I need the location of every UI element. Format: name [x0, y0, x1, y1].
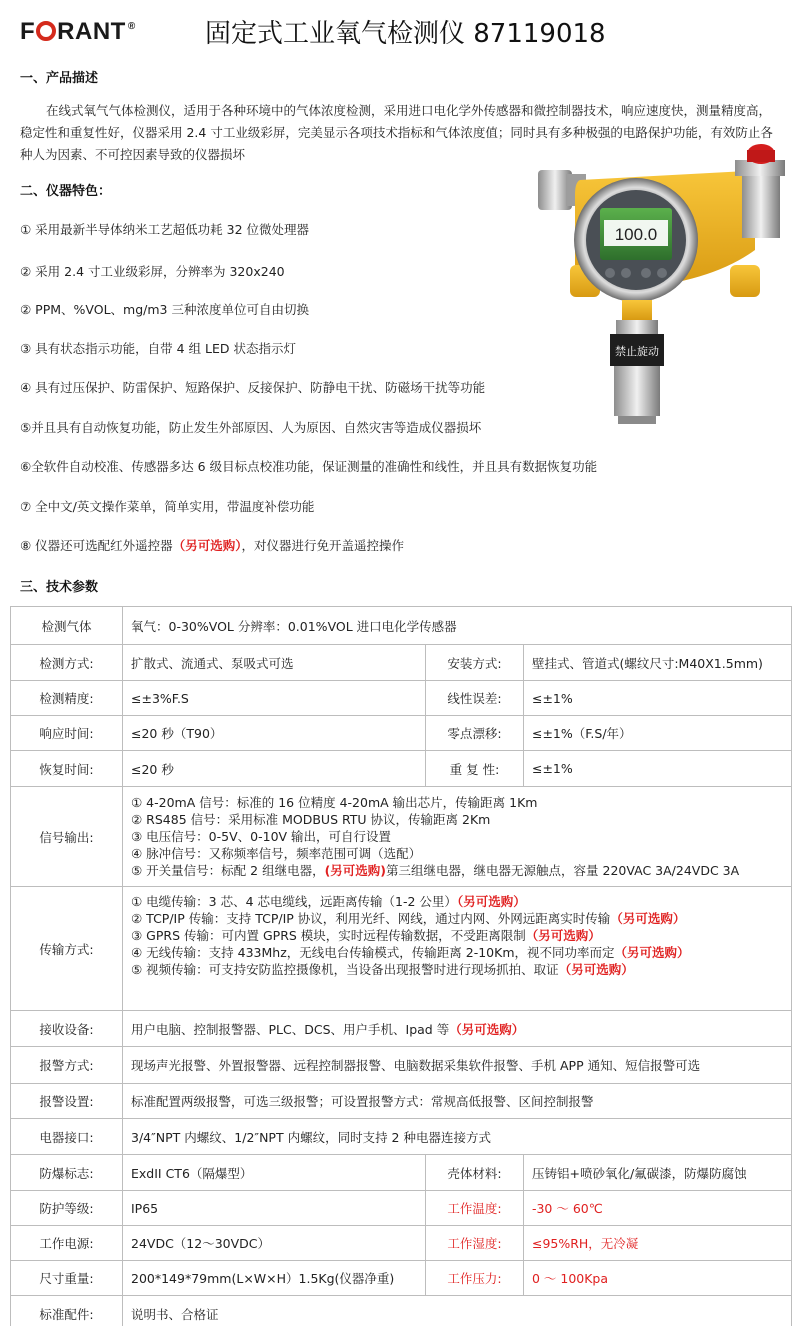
optional-purchase-note: （另可选购） — [558, 962, 634, 977]
spec-label: 防爆标志: — [11, 1155, 123, 1191]
spec-label: 安装方式: — [425, 645, 523, 681]
table-row — [11, 716, 792, 751]
spec-value: ≤95%RH，无冷凝 — [523, 1226, 791, 1261]
optional-purchase-note: (另可选购) — [324, 863, 387, 878]
screen-reading: 100.0 — [614, 225, 658, 244]
page-title: 固定式工业氧气检测仪 87119018 — [205, 19, 606, 49]
spec-label: 检测气体 — [11, 607, 123, 645]
spec-label: 报警方式: — [11, 1047, 123, 1084]
signal-line: ③ 电压信号：0-5V、0-10V 输出，可自行设置 — [131, 829, 392, 844]
optional-purchase-note: （另可选购） — [456, 894, 526, 909]
spec-label: 电器接口: — [11, 1119, 123, 1155]
spec-label: 检测精度: — [11, 681, 123, 716]
table-row — [11, 787, 792, 887]
feature-item: ③ 具有状态指示功能，自带 4 组 LED 状态指示灯 — [20, 341, 297, 356]
spec-value: ≤20 秒 — [123, 751, 426, 787]
table-row — [11, 1084, 792, 1119]
spec-label: 工作温度: — [425, 1191, 523, 1226]
spec-value: 200*149*79mm(L×W×H）1.5Kg(仪器净重) — [123, 1261, 426, 1296]
optional-purchase-note: （另可选购） — [525, 928, 601, 943]
table-row — [11, 751, 792, 787]
table-row — [11, 1155, 792, 1191]
transmission-text: ④ 无线传输：支持 433Mhz，无线电台传输模式，传输距离 2-10Km，视不同功率而定 — [131, 945, 615, 960]
spec-value: 24VDC（12～30VDC） — [123, 1226, 426, 1261]
feature-item: ⑤并且具有自动恢复功能，防止发生外部原因、人为原因、自然灾害等造成仪器损坏 — [20, 420, 482, 435]
spec-label: 工作电源: — [11, 1226, 123, 1261]
feature-text: ，对仪器进行免开盖遥控操作 — [241, 538, 404, 553]
feature-item — [20, 536, 404, 554]
oxygen-detector-image — [530, 140, 800, 440]
spec-value-list — [123, 887, 792, 1011]
spec-label: 接收设备: — [11, 1011, 123, 1047]
spec-value: 压铸铝+喷砂氧化/氟碳漆，防爆防腐蚀 — [523, 1155, 791, 1191]
spec-value: 现场声光报警、外置报警器、远程控制器报警、电脑数据采集软件报警、手机 APP 通知、短信报警可选 — [123, 1047, 792, 1084]
feature-item: ⑥全软件自动校准、传感器多达 6 级目标点校准功能，保证测量的准确性和线性，并且具有数据恢复功能 — [20, 459, 598, 474]
signal-text: 第三组继电器，继电器无源触点，容量 220VAC 3A/24VDC 3A — [386, 863, 740, 878]
spec-label: 响应时间: — [11, 716, 123, 751]
feature-text: ⑧ 仪器还可选配红外遥控器 — [20, 538, 173, 553]
receiver-text: 用户电脑、控制报警器、PLC、DCS、用户手机、Ipad 等 — [131, 1021, 450, 1037]
signal-line: ② RS485 信号：采用标准 MODBUS RTU 协议，传输距离 2Km — [131, 812, 491, 827]
spec-label: 恢复时间: — [11, 751, 123, 787]
table-row — [11, 1119, 792, 1155]
spec-value: 3/4″NPT 内螺纹、1/2″NPT 内螺纹，同时支持 2 种电器连接方式 — [123, 1119, 792, 1155]
spec-label: 报警设置: — [11, 1084, 123, 1119]
signal-line — [131, 862, 783, 879]
spec-value-list — [123, 787, 792, 887]
page-header — [0, 0, 800, 60]
optional-purchase-note: （另可选购） — [614, 945, 690, 960]
transmission-text: ① 电缆传输：3 芯、4 芯电缆线，远距离传输（1-2 公里） — [131, 894, 457, 909]
spec-value: 扩散式、流通式、泵吸式可选 — [123, 645, 426, 681]
table-row — [11, 887, 792, 1011]
transmission-line — [131, 944, 783, 961]
feature-item: ④ 具有过压保护、防雷保护、短路保护、反接保护、防静电干扰、防磁场干扰等功能 — [20, 380, 486, 395]
spec-label: 壳体材料: — [425, 1155, 523, 1191]
section-title-features: 二、仪器特色： — [20, 184, 112, 199]
transmission-line — [131, 910, 783, 927]
table-row — [11, 1296, 792, 1326]
feature-item: ② PPM、%VOL、mg/m3 三种浓度单位可自由切换 — [20, 302, 309, 317]
brand-logo: F RANT ® — [20, 18, 136, 45]
spec-label: 标准配件: — [11, 1296, 123, 1326]
spec-value: -30 ～ 60℃ — [523, 1191, 791, 1226]
section-title-specs: 三、技术参数 — [20, 580, 99, 595]
spec-value: ≤±1%（F.S/年） — [523, 716, 791, 751]
spec-label: 信号输出: — [11, 787, 123, 887]
transmission-line — [131, 893, 783, 910]
logo-ring-icon — [36, 21, 56, 41]
spec-value: IP65 — [123, 1191, 426, 1226]
table-row — [11, 1047, 792, 1084]
table-row — [11, 1011, 792, 1047]
description-text: 在线式氧气气体检测仪，适用于各种环境中的气体浓度检测，采用进口电化学外传感器和微控制器技术，响应速度快，测量精度高，稳定性和重复性好，仪器采用 2.4 寸工业级彩屏，完美显示各项技术指标和气体浓度值；同时具有多种极强的电路保护功能，有效防止各种人为因素、不可控因素导致的仪器损坏 — [20, 103, 773, 162]
spec-label: 工作压力: — [425, 1261, 523, 1296]
table-row — [11, 607, 792, 645]
specs-table — [10, 606, 792, 1326]
feature-item: ② 采用 2.4 寸工业级彩屏，分辨率为 320x240 — [20, 264, 285, 279]
spec-value: ≤±3%F.S — [123, 681, 426, 716]
table-row — [11, 1191, 792, 1226]
spec-label: 线性误差: — [425, 681, 523, 716]
spec-value: ≤±1% — [523, 681, 791, 716]
signal-line: ④ 脉冲信号：又称频率信号，频率范围可调（选配） — [131, 846, 422, 861]
spec-value: 壁挂式、管道式(螺纹尺寸:M40X1.5mm) — [523, 645, 791, 681]
transmission-line — [131, 961, 783, 978]
spec-label: 传输方式: — [11, 887, 123, 1011]
transmission-line — [131, 927, 783, 944]
table-row — [11, 1226, 792, 1261]
transmission-text: ② TCP/IP 传输：支持 TCP/IP 协议，利用光纤、网线，通过内网、外网远距离实时传输 — [131, 911, 611, 926]
spec-value: 氧气：0-30%VOL 分辨率：0.01%VOL 进口电化学传感器 — [123, 607, 792, 645]
section-title-description: 一、产品描述 — [20, 71, 99, 86]
optional-purchase-note: （另可选购） — [172, 538, 242, 553]
spec-label: 检测方式: — [11, 645, 123, 681]
spec-value: ≤±1% — [523, 751, 791, 787]
spec-value: 0 ～ 100Kpa — [523, 1261, 791, 1296]
spec-label: 尺寸重量: — [11, 1261, 123, 1296]
transmission-text: ⑤ 视频传输：可支持安防监控摄像机，当设备出现报警时进行现场抓拍、取证 — [131, 962, 559, 977]
table-row — [11, 1261, 792, 1296]
transmission-text: ③ GPRS 传输：可内置 GPRS 模块，实时远程传输数据，不受距离限制 — [131, 928, 526, 943]
spec-value: ExdII CT6（隔爆型） — [123, 1155, 426, 1191]
optional-purchase-note: （另可选购） — [610, 911, 686, 926]
spec-value — [123, 1011, 792, 1047]
table-row — [11, 681, 792, 716]
table-row — [11, 645, 792, 681]
spec-label: 零点漂移: — [425, 716, 523, 751]
feature-item: ⑦ 全中文/英文操作菜单，简单实用，带温度补偿功能 — [20, 499, 315, 514]
optional-purchase-note: （另可选购） — [449, 1021, 525, 1037]
spec-value: 标准配置两级报警，可选三级报警；可设置报警方式：常规高低报警、区间控制报警 — [123, 1084, 792, 1119]
spec-label: 重 复 性: — [425, 751, 523, 787]
signal-line: ① 4-20mA 信号：标准的 16 位精度 4-20mA 输出芯片，传输距离 1Km — [131, 795, 538, 810]
feature-item: ① 采用最新半导体纳米工艺超低功耗 32 位微处理器 — [20, 222, 310, 237]
spec-label: 防护等级: — [11, 1191, 123, 1226]
signal-text: ⑤ 开关量信号：标配 2 组继电器， — [131, 863, 325, 878]
spec-label: 工作湿度: — [425, 1226, 523, 1261]
spec-value: 说明书、合格证 — [123, 1296, 792, 1326]
spec-value: ≤20 秒（T90） — [123, 716, 426, 751]
warning-plate-text: 禁止旋动 — [615, 345, 659, 358]
